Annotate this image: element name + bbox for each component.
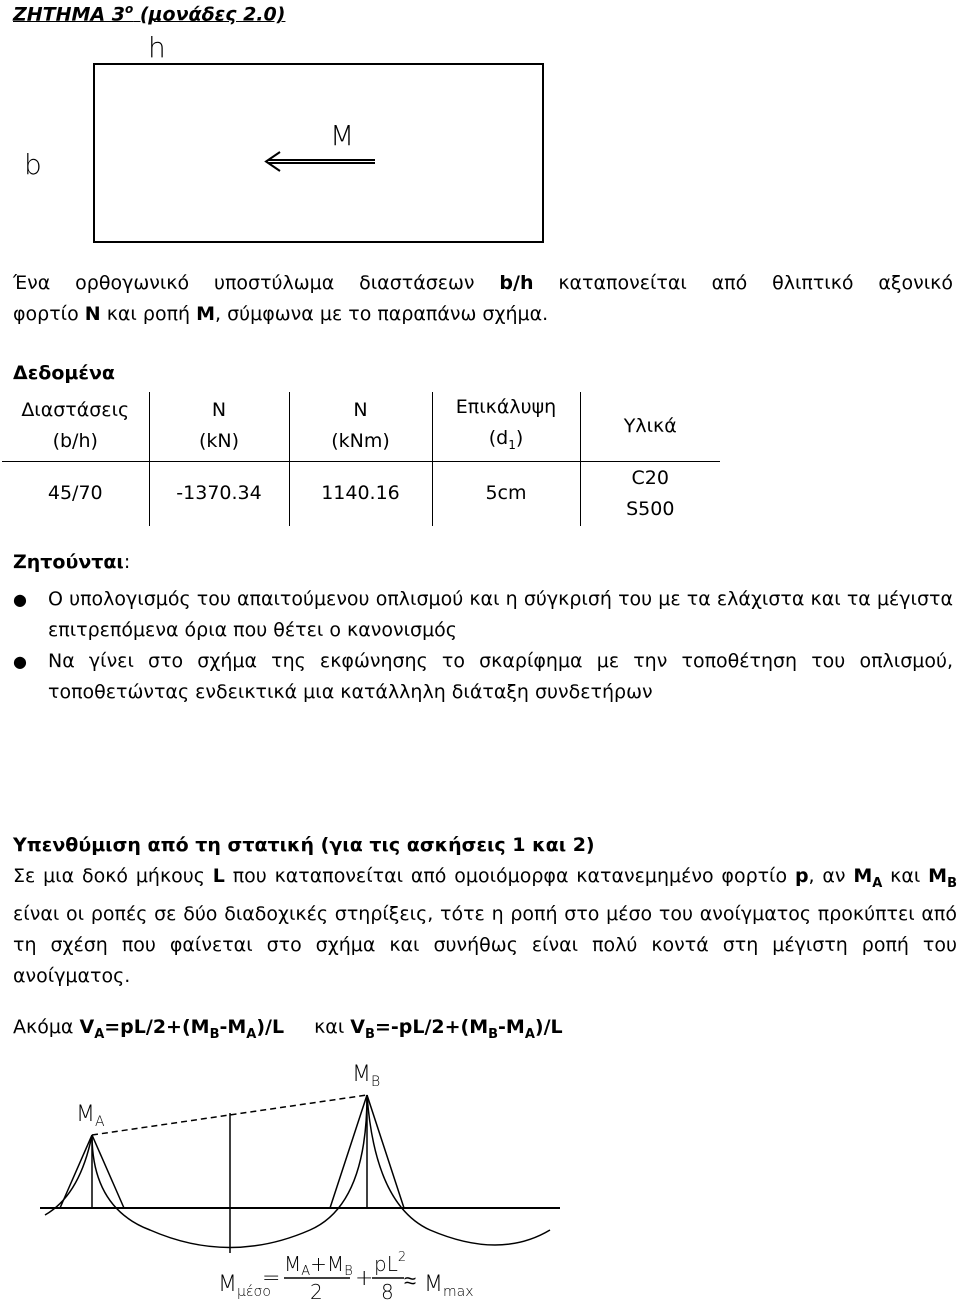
formula-equals: = [262,1266,281,1291]
formula-den1: 2 [310,1280,323,1301]
intro-paragraph: Ένα ορθογωνικό υποστύλωμα διαστάσεων b/h καταπονείται από θλιπτικό αξονικό φορτίο N και ροπή M, σύμφωνα με το παραπάνω σχήμα. [13,272,953,325]
list-item: ● Να γίνει στο σχήμα της εκφώνησης το σκαρίφημα με την τοποθέτηση του οπλισμού, τοποθετώντας ενδεικτικά μια κατάλληλη διάταξη συνδετήρων [13,646,953,708]
value-n-knm: 1140.16 [289,461,432,526]
bullet-icon: ● [13,652,27,671]
reminder-section [13,830,957,992]
left-curve [45,1135,92,1215]
reminder-heading: Υπενθύμιση από τη στατική (για τις ασκήσεις 1 και 2) [13,834,595,856]
header-n-kn: N (kN) [149,392,289,461]
required-list [13,584,953,708]
shear-formulas: Ακόμα $V_A=pL/2+(M_B-M_A)/L$ και $V_B=-pL/2+(M_B-M_A)/L$ [13,1016,563,1042]
formula-approx: ≈ [404,1269,417,1294]
bullet-icon: ● [13,590,27,609]
value-materials: C20 S500 [580,461,720,526]
label-MA: $M_A$ [76,1102,105,1130]
section-rectangle [94,64,543,242]
page-title: ΖΗΤΗΜΑ $3^o$ (μονάδες 2.0) [13,2,286,26]
label-h: h [148,31,166,64]
support-b-right [367,1095,404,1208]
given-data-table [2,392,720,526]
list-item: ● Ο υπολογισμός του απαιτούμενου οπλισμού και η σύγκρισή του με τα ελάχιστα και τα μέγιστα επιτρεπόμενα όρια που θέτει ο κανονισμός [13,584,953,646]
force-arrow-head [266,152,280,171]
reminder-text: Σε μια δοκό μήκους L που καταπονείται από ομοιόμορφα κατανεμημένο φορτίο p, αν $M_A$ και $M_B$ είναι οι ροπές σε δύο διαδοχικές στηρίξεις, τότε η ροπή στο μέσο του ανοίγματος προκύπτει από τη σχέση που φαίνεται στο σχήμα και συνήθως είναι πολύ κοντά στη μέγιστη ροπή του ανοίγματος. [13,865,957,987]
header-cover: Επικάλυψη $(d_1)$ [432,392,580,461]
label-b: b [24,148,42,181]
formula-num1: $M_A+M_B$ [284,1252,353,1279]
formula-num2: $pL^2$ [374,1250,407,1276]
column-section-figure [0,0,960,262]
label-Mmid: $M_{\mu έ\sigma o}$ [218,1272,271,1300]
label-Mmax: $M_{max}$ [424,1272,474,1300]
value-dimensions: 45/70 [2,461,149,526]
label-MB: $M_B$ [352,1062,381,1090]
formula-plus: + [355,1266,374,1291]
header-n-knm: N (kNm) [289,392,432,461]
header-dimensions: Διαστάσεις (b/h) [2,392,149,461]
header-materials: Υλικά [580,392,720,461]
value-cover: 5cm [432,461,580,526]
given-heading: Δεδομένα [13,362,115,384]
support-a-left [60,1135,92,1208]
support-b-left [330,1095,367,1208]
formula-den2: 8 [381,1280,394,1301]
right-curve [367,1095,550,1245]
required-heading: Ζητούνται: [13,551,131,573]
value-n-kn: -1370.34 [149,461,289,526]
label-M: M [330,119,355,152]
moment-diagram [0,1055,960,1301]
